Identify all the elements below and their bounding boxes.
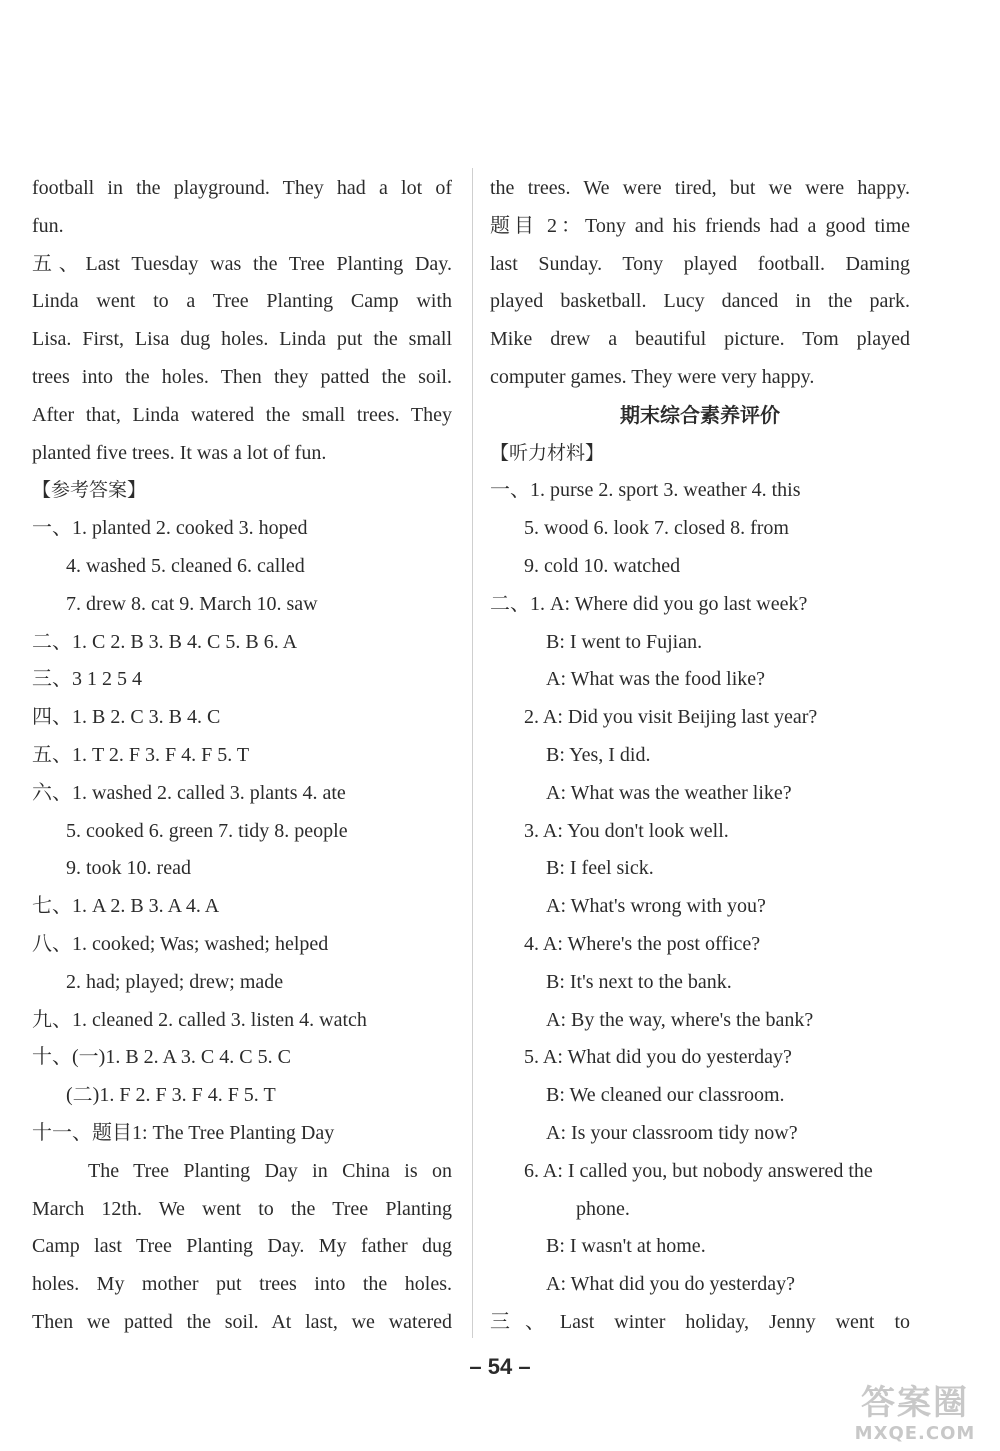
answer-line: 二、1. C 2. B 3. B 4. C 5. B 6. A — [32, 630, 298, 653]
text-line: Linda went to a Tree Planting Camp with — [32, 290, 452, 313]
dialogue-line: B: It's next to the bank. — [546, 970, 732, 993]
text-line: football in the playground. They had a lot of — [32, 177, 452, 199]
dialogue-line: phone. — [576, 1197, 630, 1220]
answer-line: 一、1. planted 2. cooked 3. hoped — [32, 517, 308, 540]
essay-line: 题目 2：Tony and his friends had a good time — [490, 214, 910, 237]
dialogue-line: 二、1. A: Where did you go last week? — [490, 592, 808, 615]
answer-line: 四、1. B 2. C 3. B 4. C — [32, 706, 221, 729]
dialogue-line: A: Is your classroom tidy now? — [546, 1121, 798, 1144]
text-line: After that, Linda watered the small trees. They — [32, 403, 452, 426]
dialogue-line: 6. A: I called you, but nobody answered the — [524, 1159, 873, 1182]
watermark-text: 答案圈 — [861, 1383, 969, 1423]
essay-line: last Sunday. Tony played football. Daming — [490, 252, 910, 275]
answer-line: 十、(一)1. B 2. A 3. C 4. C 5. C — [32, 1046, 291, 1069]
answer-line: 9. cold 10. watched — [524, 554, 681, 577]
section-title: 期末综合素养评价 — [620, 402, 780, 427]
text-line: planted five trees. It was a lot of fun. — [32, 441, 327, 464]
dialogue-line: B: Yes, I did. — [546, 743, 651, 766]
dialogue-line: A: What did you do yesterday? — [546, 1273, 796, 1296]
dialogue-line: 3. A: You don't look well. — [524, 819, 729, 842]
essay-line: computer games. They were very happy. — [490, 365, 815, 388]
dialogue-line: A: What was the food like? — [546, 668, 766, 691]
answer-line: 九、1. cleaned 2. called 3. listen 4. watch — [32, 1008, 367, 1031]
dialogue-line: B: I went to Fujian. — [546, 630, 703, 653]
answer-line: 十一、题目1: The Tree Planting Day — [32, 1121, 335, 1144]
answer-line: 5. wood 6. look 7. closed 8. from — [524, 517, 789, 540]
dialogue-line: A: What was the weather like? — [546, 781, 792, 804]
dialogue-line: B: We cleaned our classroom. — [546, 1084, 785, 1107]
page-number: – 54 – — [469, 1354, 531, 1379]
answer-key-heading: 【参考答案】 — [32, 479, 147, 502]
answer-line: 三、3 1 2 5 4 — [32, 668, 142, 691]
answer-line: 9. took 10. read — [66, 857, 191, 880]
essay-line: The Tree Planting Day in China is on — [88, 1159, 452, 1182]
watermark-logo — [840, 1383, 990, 1445]
text-line: fun. — [32, 214, 64, 237]
essay-line: Mike drew a beautiful picture. Tom played — [490, 328, 910, 351]
answer-line: (二)1. F 2. F 3. F 4. F 5. T — [66, 1084, 276, 1107]
watermark-url: MXQE.COM — [854, 1423, 976, 1444]
text-line: trees into the holes. Then they patted the soil. — [32, 365, 452, 388]
answer-line: 4. washed 5. cleaned 6. called — [66, 554, 305, 577]
dialogue-line: B: I wasn't at home. — [546, 1235, 706, 1258]
dialogue-line: A: What's wrong with you? — [546, 895, 766, 918]
column-divider — [472, 168, 473, 1338]
essay-line: holes. My mother put trees into the holes. — [32, 1273, 452, 1296]
answer-line: 六、1. washed 2. called 3. plants 4. ate — [32, 781, 346, 804]
answer-line: 七、1. A 2. B 3. A 4. A — [32, 895, 220, 918]
essay-line: the trees. We were tired, but we were happy. — [490, 177, 910, 199]
answer-line: 五、1. T 2. F 3. F 4. F 5. T — [32, 743, 250, 766]
text-line: Lisa. First, Lisa dug holes. Linda put the small — [32, 328, 452, 351]
essay-line: March 12th. We went to the Tree Planting — [32, 1197, 452, 1220]
section-three-passage: 三、Last winter holiday, Jenny went to — [490, 1310, 910, 1333]
answer-line: 一、1. purse 2. sport 3. weather 4. this — [490, 479, 801, 502]
answer-line: 7. drew 8. cat 9. March 10. saw — [66, 592, 318, 615]
listening-material-heading: 【听力材料】 — [490, 441, 605, 464]
dialogue-line: 2. A: Did you visit Beijing last year? — [524, 706, 818, 729]
answer-line: 八、1. cooked; Was; washed; helped — [32, 932, 329, 955]
answer-line: 5. cooked 6. green 7. tidy 8. people — [66, 819, 348, 842]
dialogue-line: A: By the way, where's the bank? — [546, 1008, 814, 1031]
essay-line: Then we patted the soil. At last, we watered — [32, 1310, 452, 1333]
left-column — [32, 170, 452, 1342]
right-column — [490, 170, 910, 1342]
essay-line: played basketball. Lucy danced in the park. — [490, 290, 910, 313]
dialogue-line: 5. A: What did you do yesterday? — [524, 1046, 792, 1069]
essay-line: Camp last Tree Planting Day. My father dug — [32, 1235, 452, 1258]
section-five-passage: 五、Last Tuesday was the Tree Planting Day. — [32, 252, 452, 275]
answer-line: 2. had; played; drew; made — [66, 970, 284, 993]
dialogue-line: 4. A: Where's the post office? — [524, 932, 761, 955]
dialogue-line: B: I feel sick. — [546, 857, 654, 880]
